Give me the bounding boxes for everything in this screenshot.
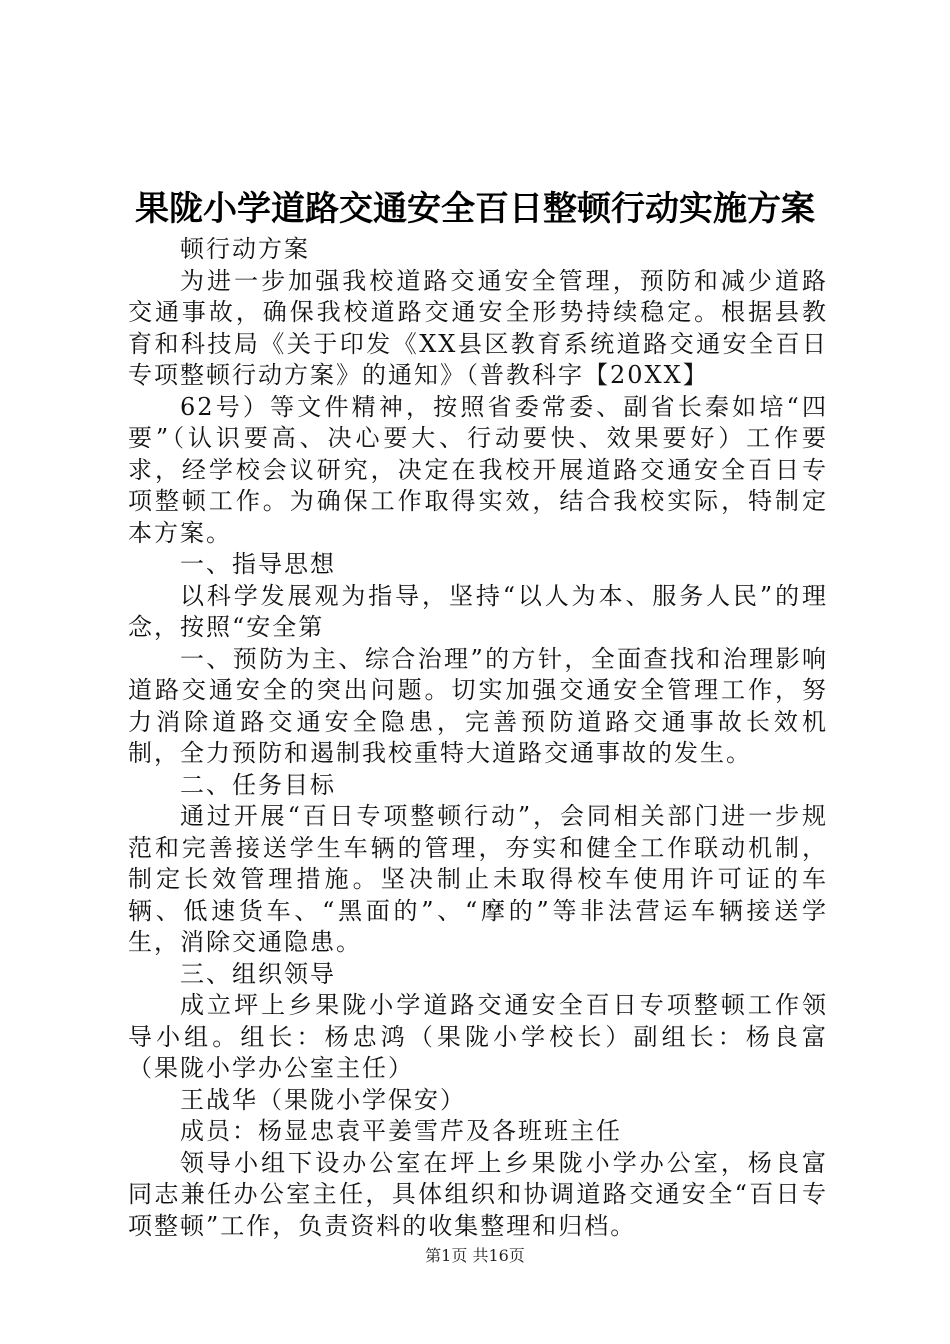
section-heading: 一、指导思想 [180,550,336,578]
paragraph: 成立坪上乡果陇小学道路交通安全百日专项整顿工作领导小组。组长：杨忠鸿（果陇小学校长）副组长：杨良富（果陇小学办公室主任） [128,991,828,1082]
section-heading: 三、组织领导 [180,959,336,988]
paragraph: 王战华（果陇小学保安） [180,1085,466,1114]
paragraph: 成员：杨显忠袁平姜雪芹及各班班主任 [180,1117,622,1145]
page-number: 第1页 共16页 [425,1246,525,1265]
paragraph: 通过开展“百日专项整顿行动”，会同相关部门进一步规范和完善接送学生车辆的管理，夯实和健全工作联动机制，制定长效管理措施。坚决制止未取得校车使用许可证的车辆、低速货车、“黑面的”、“摩的”等非法营运车辆接送学生，消除交通隐患。 [128,802,828,956]
paragraph: 顿行动方案 [180,235,310,263]
paragraph: 领导小组下设办公室在坪上乡果陇小学办公室，杨良富同志兼任办公室主任，具体组织和协调道路交通安全“百日专项整顿”工作，负责资料的收集整理和归档。 [128,1148,828,1240]
paragraph: 以科学发展观为指导，坚持“以人为本、服务人民”的理念，按照“安全第 [128,581,828,641]
paragraph: 62号）等文件精神，按照省委常委、副省长秦如培“四要”（认识要高、决心要大、行动要快、效果要好）工作要求，经学校会议研究，决定在我校开展道路交通安全百日专项整顿工作。为确保工作取得实效，结合我校实际，特制定本方案。 [128,392,828,547]
section-heading: 二、任务目标 [180,770,336,799]
paragraph: 一、预防为主、综合治理”的方针，全面查找和治理影响道路交通安全的突出问题。切实加强交通安全管理工作，努力消除道路交通安全隐患，完善预防道路交通事故长效机制，全力预防和遏制我校重特大道路交通事故的发生。 [128,644,828,767]
document-body [128,234,828,1242]
paragraph: 为进一步加强我校道路交通安全管理，预防和减少道路交通事故，确保我校道路交通安全形势持续稳定。根据县教育和科技局《关于印发《XX县区教育系统道路交通安全百日专项整顿行动方案》的通知》（普教科字【20XX】 [128,266,828,389]
document-title: 果陇小学道路交通安全百日整顿行动实施方案 [135,189,815,229]
